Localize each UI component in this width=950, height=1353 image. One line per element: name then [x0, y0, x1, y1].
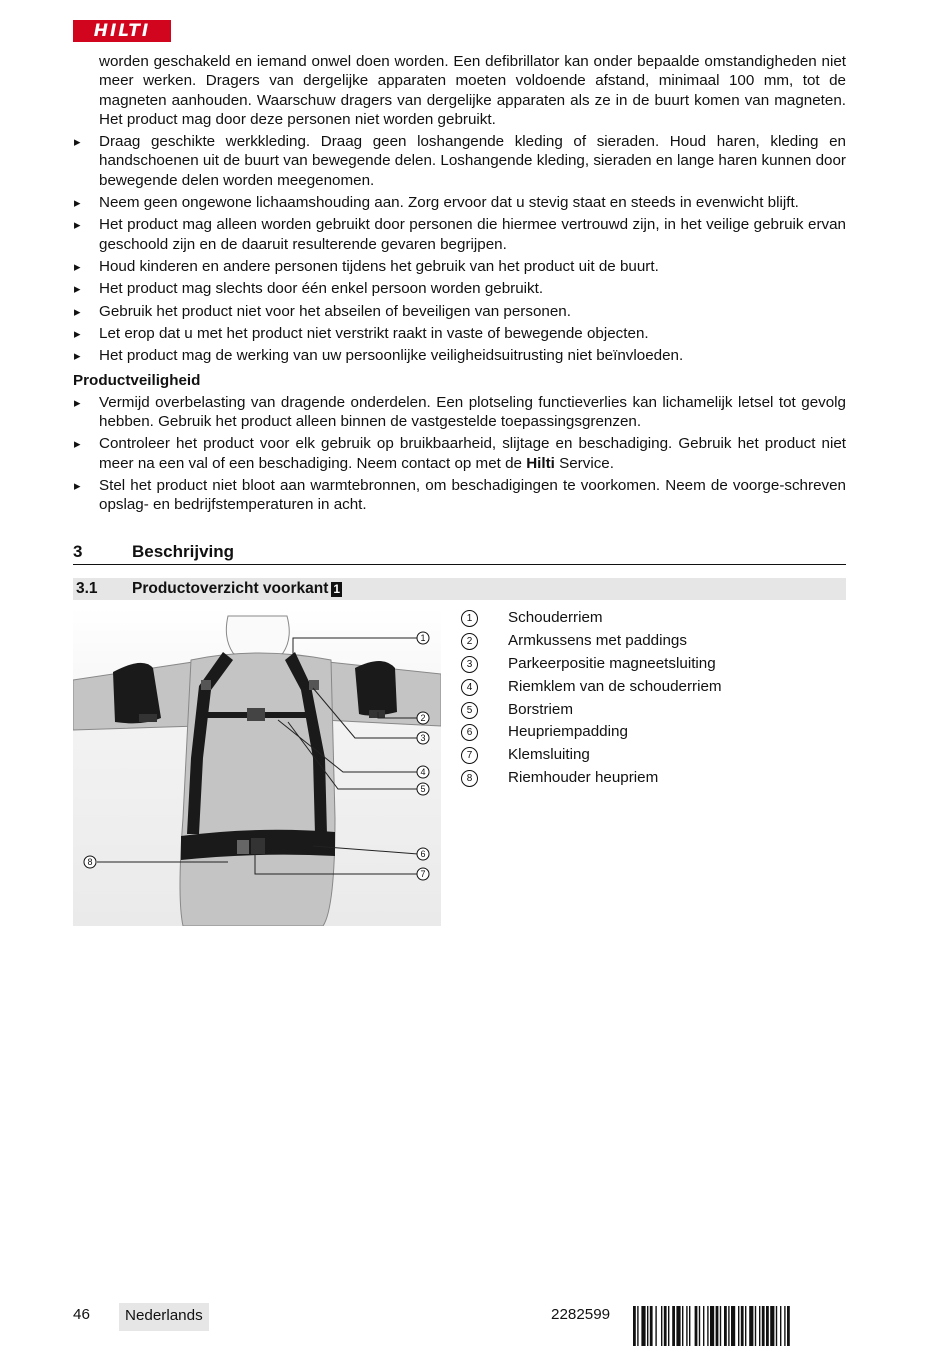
- legend-item: [461, 655, 846, 678]
- legend-number: 8: [461, 770, 478, 787]
- barcode-bar: [776, 1306, 777, 1346]
- page-number: 46: [73, 1306, 90, 1323]
- list-item: ▸ Het product mag slechts door één enkel persoon worden gebruikt.: [73, 279, 846, 298]
- barcode-bar: [738, 1306, 739, 1346]
- barcode-bar: [724, 1306, 727, 1346]
- barcode-bar: [716, 1306, 719, 1346]
- barcode-bar: [741, 1306, 744, 1346]
- barcode-bar: [647, 1306, 648, 1346]
- callout-1: [417, 632, 429, 644]
- arm-pad-right: [355, 661, 397, 718]
- callout-3: [417, 732, 429, 744]
- barcode-bar: [762, 1306, 765, 1346]
- svg-text:7: 7: [420, 869, 426, 879]
- legend-label: Armkussens met paddings: [508, 631, 687, 649]
- legend-item: [461, 701, 846, 724]
- barcode: [633, 1306, 846, 1346]
- legend-label: Borstriem: [508, 700, 573, 718]
- list-item: ▸ Stel het product niet bloot aan warmtebronnen, om beschadigingen te voorkomen. Neem de voorge-schreven opslag- en bedrijfstemperaturen in acht.: [73, 476, 846, 515]
- barcode-bar: [664, 1306, 667, 1346]
- svg-text:5: 5: [420, 784, 426, 794]
- safety-list: [73, 132, 846, 365]
- legend-item: [461, 632, 846, 655]
- svg-text:6: 6: [420, 849, 426, 859]
- callout-2: [417, 712, 429, 724]
- barcode-bar: [745, 1306, 746, 1346]
- section-heading: [73, 540, 846, 565]
- barcode-bar: [703, 1306, 704, 1346]
- barcode-bar: [686, 1306, 687, 1346]
- list-item: ▸ Het product mag de werking van uw persoonlijke veiligheidsuitrusting niet beïnvloeden.: [73, 346, 846, 365]
- legend-number: 5: [461, 702, 478, 719]
- list-item: ▸ Houd kinderen en andere personen tijdens het gebruik van het product uit de buurt.: [73, 257, 846, 276]
- product-safety-heading: Productveiligheid: [73, 372, 201, 390]
- list-item: ▸ Draag geschikte werkkleding. Draag geen loshangende kleding of sieraden. Houd haren, kleding en handschoenen uit de buurt van bewegende delen. Loshangende kleding, sieraden en lange haren kunnen door bewegende delen worden meegenomen.: [73, 132, 846, 190]
- barcode-bar: [787, 1306, 790, 1346]
- legend-item: [461, 609, 846, 632]
- svg-text:2: 2: [420, 713, 426, 723]
- callout-8: [84, 856, 96, 868]
- legend-label: Schouderriem: [508, 609, 603, 626]
- svg-text:1: 1: [420, 633, 426, 643]
- svg-text:4: 4: [420, 767, 426, 777]
- legend-label: Parkeerpositie magneetsluiting: [508, 654, 716, 672]
- subsection-title-wrap: [132, 580, 342, 598]
- list-item: ▸ Let erop dat u met het product niet verstrikt raakt in vaste of bewegende objecten.: [73, 324, 846, 343]
- barcode-bar: [689, 1306, 690, 1346]
- hilti-logo: [73, 20, 171, 42]
- barcode-bar: [759, 1306, 760, 1346]
- legend-label: Riemhouder heupriem: [508, 769, 659, 787]
- legend-label: Riemklem van de schouderriem: [508, 677, 722, 695]
- barcode-bar: [672, 1306, 675, 1346]
- barcode-bar: [668, 1306, 669, 1346]
- callout-5: [417, 783, 429, 795]
- list-item: ▸ Het product mag alleen worden gebruikt door personen die hiermee vertrouwd zijn, in het veilige gebruik ervan geschoold zijn en de daaruit resulterende gevaren begrijpen.: [73, 215, 846, 254]
- barcode-bar: [731, 1306, 735, 1346]
- list-item: [73, 434, 846, 473]
- legend-label: Heupriempadding: [508, 723, 628, 741]
- intro-paragraph: worden geschakeld en iemand onwel doen worden. Een defibrillator kan onder bepaalde omstandigheden niet meer werken. Dragers van dergelijke apparaten moeten voldoende afstand, minimaal 100 mm, tot de magneten aanhouden. Waarschuw dragers van dergelijke apparaten als ze in de buurt komen van magneten. Het product mag door deze personen niet worden gebruikt.: [99, 53, 846, 128]
- section-title: Beschrijving: [132, 542, 235, 561]
- list-item: ▸ Neem geen ongewone lichaamshouding aan. Zorg ervoor dat u stevig staat en steeds in evenwicht blijft.: [73, 193, 846, 212]
- figure-reference: 1: [333, 582, 341, 596]
- document-code: 2282599: [551, 1306, 611, 1323]
- legend-number: 6: [461, 724, 478, 741]
- barcode-bar: [637, 1306, 638, 1346]
- callout-6: [417, 848, 429, 860]
- barcode-bar: [770, 1306, 774, 1346]
- barcode-bar: [710, 1306, 714, 1346]
- product-safety-list: [73, 393, 846, 515]
- barcode-bar: [699, 1306, 700, 1346]
- svg-text:8: 8: [87, 857, 93, 867]
- legend-number: 7: [461, 747, 478, 764]
- barcode-bar: [755, 1306, 756, 1346]
- barcode-bar: [728, 1306, 729, 1346]
- barcode-bar: [749, 1306, 753, 1346]
- body-text: [73, 52, 846, 518]
- list-item: ▸ Gebruik het product niet voor het abseilen of beveiligen van personen.: [73, 302, 846, 321]
- barcode-bar: [655, 1306, 656, 1346]
- barcode-bar: [641, 1306, 645, 1346]
- legend-number: 1: [461, 610, 478, 627]
- barcode-bar: [650, 1306, 653, 1346]
- legend-label: Klemsluiting: [508, 746, 590, 764]
- figure-legend: [461, 609, 846, 792]
- barcode-bar: [720, 1306, 721, 1346]
- legend-item: [461, 678, 846, 701]
- barcode-bar: [682, 1306, 683, 1346]
- legend-number: 3: [461, 656, 478, 673]
- logo-text: HILTI: [93, 21, 151, 41]
- barcode-bar: [676, 1306, 680, 1346]
- barcode-bar: [780, 1306, 781, 1346]
- barcode-bar: [633, 1306, 636, 1346]
- barcode-bar: [707, 1306, 708, 1346]
- legend-number: 4: [461, 679, 478, 696]
- subsection-number: 3.1: [76, 580, 98, 597]
- bullet-text: Controleer het product voor elk gebruik op bruikbaarheid, slijtage en beschadiging. Gebruik het product niet meer na een val of een beschadiging. Neem contact op met de: [99, 435, 846, 472]
- brand-name: Hilti: [526, 454, 555, 472]
- legend-number: 2: [461, 633, 478, 650]
- bullet-text: Service.: [554, 454, 614, 472]
- language-tab: Nederlands: [119, 1303, 209, 1331]
- callout-7: [417, 868, 429, 880]
- subsection-heading: [73, 578, 846, 600]
- list-item: ▸ Vermijd overbelasting van dragende onderdelen. Een plotseling functieverlies kan lichamelijk letsel tot gevolg hebben. Gebruik het product alleen binnen de vastgestelde toepassingsgrenzen.: [73, 393, 846, 432]
- legend-item: [461, 746, 846, 769]
- legend-item: [461, 769, 846, 792]
- legend-item: [461, 723, 846, 746]
- subsection-title: Productoverzicht voorkant: [132, 580, 329, 597]
- barcode-bar: [661, 1306, 662, 1346]
- barcode-bar: [766, 1306, 769, 1346]
- barcode-bar: [695, 1306, 698, 1346]
- callout-4: [417, 766, 429, 778]
- section-number: 3: [73, 542, 83, 561]
- harness-illustration: [73, 608, 441, 926]
- barcode-bar: [784, 1306, 785, 1346]
- svg-text:3: 3: [420, 733, 426, 743]
